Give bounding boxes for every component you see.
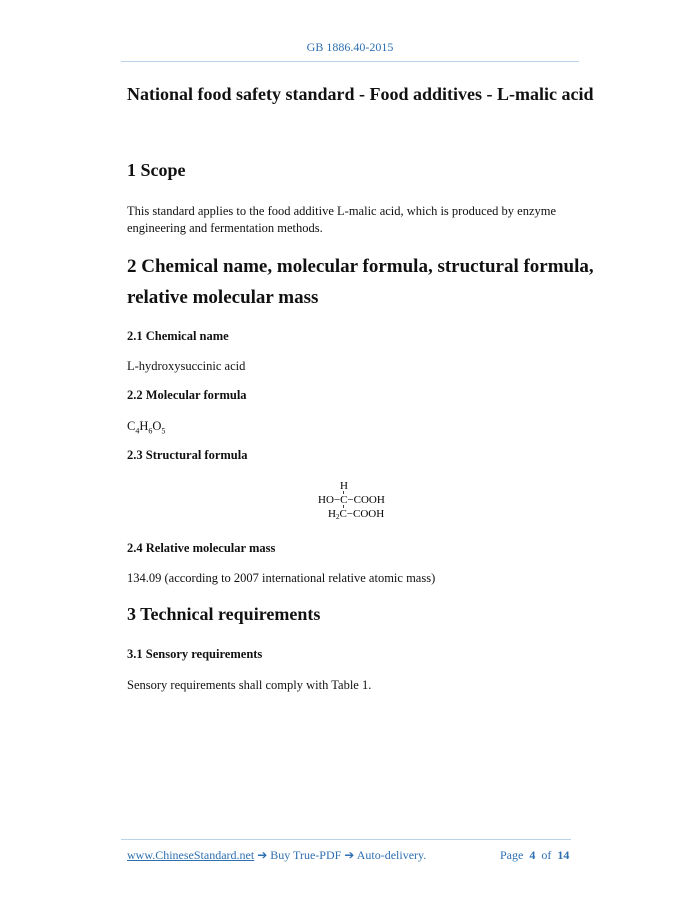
document-title: National food safety standard - Food additives - L-malic acid — [127, 84, 594, 104]
subheading-chemical-name: 2.1 Chemical name — [127, 329, 229, 343]
section-heading-technical: 3 Technical requirements — [127, 604, 321, 624]
subheading-molecular-formula: 2.2 Molecular formula — [127, 388, 247, 402]
structural-middle-row: HO−C−COOH — [318, 494, 385, 506]
header-divider — [121, 61, 579, 62]
subheading-sensory: 3.1 Sensory requirements — [127, 647, 263, 661]
buy-link[interactable]: Buy True-PDF — [270, 848, 342, 862]
chemical-name-value: L-hydroxysuccinic acid — [127, 359, 246, 373]
structural-bottom-row: H2C−COOH — [328, 508, 385, 521]
footer-divider — [121, 839, 571, 840]
subheading-molecular-mass: 2.4 Relative molecular mass — [127, 541, 276, 555]
section-heading-chemical-line2: relative molecular mass — [127, 287, 319, 308]
structural-top-atom: H — [340, 480, 348, 492]
section-heading-chemical-line1: 2 Chemical name, molecular formula, structural formula, — [127, 256, 594, 277]
molecular-mass-value: 134.09 (according to 2007 international relative atomic mass) — [127, 571, 436, 585]
scope-paragraph: This standard applies to the food additive L-malic acid, which is produced by enzyme engineering and fermentation methods. — [127, 204, 557, 235]
document-code: GB 1886.40-2015 — [306, 40, 394, 54]
footer-promo — [127, 848, 426, 863]
section-heading-scope: 1 Scope — [127, 160, 186, 180]
arrow-right-icon: ➔ — [341, 848, 357, 862]
structural-formula-diagram — [318, 479, 398, 524]
subheading-structural-formula: 2.3 Structural formula — [127, 448, 248, 462]
total-pages: 14 — [557, 848, 570, 862]
arrow-right-icon: ➔ — [254, 848, 271, 862]
site-link[interactable]: www.ChineseStandard.net — [127, 848, 255, 862]
molecular-formula-value: $C_4H_6O_5$ — [127, 419, 166, 436]
delivery-text: Auto-delivery. — [356, 848, 427, 862]
current-page: 4 — [529, 848, 536, 862]
sensory-paragraph: Sensory requirements shall comply with Table 1. — [127, 678, 372, 692]
page-indicator: Page 4 of 14 — [500, 848, 570, 862]
